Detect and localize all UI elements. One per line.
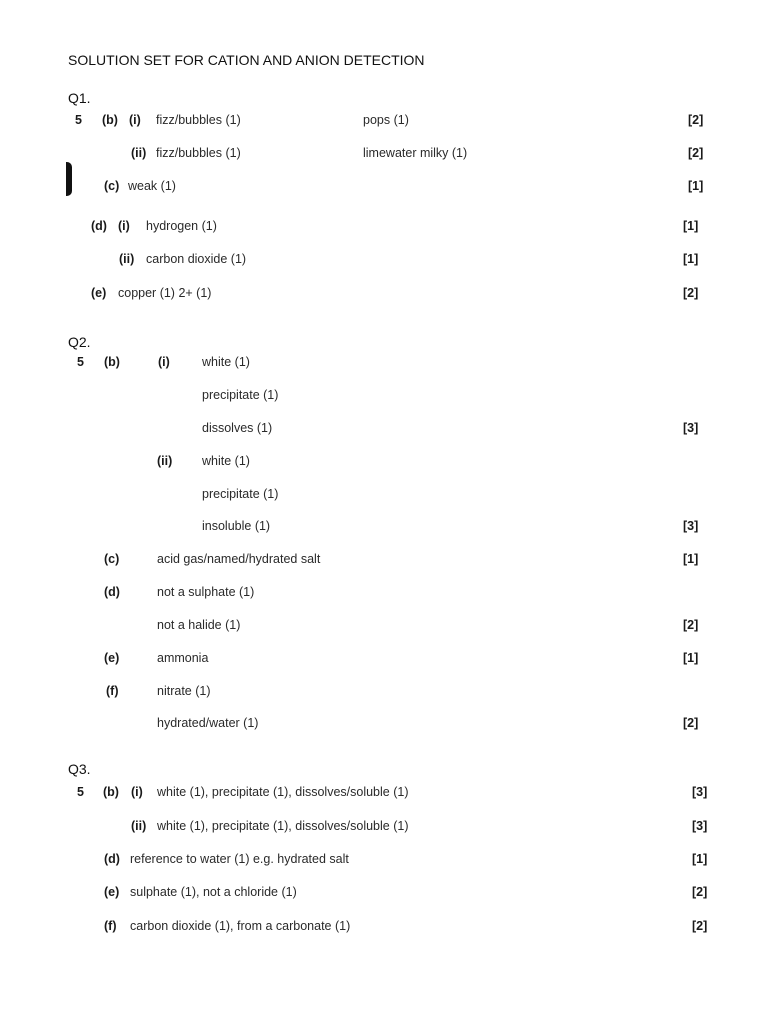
q2-row5-answer: precipitate (1) — [202, 487, 279, 501]
q1-row4-mark: [1] — [683, 219, 699, 233]
q1-row6-mark: [2] — [683, 286, 699, 300]
q1-row3-part: (c) — [104, 179, 120, 193]
q2-row7-part: (c) — [104, 552, 120, 566]
q3-row4-part: (e) — [104, 885, 120, 899]
q3-row3-mark: [1] — [692, 852, 708, 866]
q2-row7-mark: [1] — [683, 552, 699, 566]
q1-number: 5 — [75, 113, 82, 127]
q2-number: 5 — [77, 355, 84, 369]
q3-label: Q3. — [68, 761, 91, 777]
q1-row1-part: (b) — [102, 113, 118, 127]
q2-row11-answer: nitrate (1) — [157, 684, 211, 698]
q2-row10-answer: ammonia — [157, 651, 209, 665]
q2-label: Q2. — [68, 334, 91, 350]
q2-row12-answer: hydrated/water (1) — [157, 716, 259, 730]
q3-row1-answer: white (1), precipitate (1), dissolves/soluble (1) — [157, 785, 409, 799]
q2-row4-sub: (ii) — [157, 454, 173, 468]
q3-row3-answer: reference to water (1) e.g. hydrated salt — [130, 852, 349, 866]
q3-row2-mark: [3] — [692, 819, 708, 833]
q2-row10-mark: [1] — [683, 651, 699, 665]
q2-row8-answer: not a sulphate (1) — [157, 585, 255, 599]
q2-row4-answer: white (1) — [202, 454, 250, 468]
q2-row9-answer: not a halide (1) — [157, 618, 241, 632]
q1-row2-answer2: limewater milky (1) — [363, 146, 468, 160]
q3-row5-part: (f) — [104, 919, 117, 933]
q1-row1-mark: [2] — [688, 113, 704, 127]
page-title: SOLUTION SET FOR CATION AND ANION DETECTION — [68, 52, 425, 68]
q2-row9-mark: [2] — [683, 618, 699, 632]
q2-row1-answer: white (1) — [202, 355, 250, 369]
q3-row4-answer: sulphate (1), not a chloride (1) — [130, 885, 297, 899]
q1-row4-sub: (i) — [118, 219, 130, 233]
q2-row6-mark: [3] — [683, 519, 699, 533]
q2-row3-mark: [3] — [683, 421, 699, 435]
q3-row1-sub: (i) — [131, 785, 143, 799]
q1-row1-answer2: pops (1) — [363, 113, 409, 127]
q2-row7-answer: acid gas/named/hydrated salt — [157, 552, 321, 566]
q3-row5-answer: carbon dioxide (1), from a carbonate (1) — [130, 919, 351, 933]
q3-row3-part: (d) — [104, 852, 120, 866]
q3-number: 5 — [77, 785, 84, 799]
q3-row2-answer: white (1), precipitate (1), dissolves/soluble (1) — [157, 819, 409, 833]
q1-row4-part: (d) — [91, 219, 107, 233]
q3-row5-mark: [2] — [692, 919, 708, 933]
q1-row4-answer: hydrogen (1) — [146, 219, 217, 233]
q3-row4-mark: [2] — [692, 885, 708, 899]
q2-row2-answer: precipitate (1) — [202, 388, 279, 402]
q1-row5-sub: (ii) — [119, 252, 135, 266]
q1-row3-mark: [1] — [688, 179, 704, 193]
q3-row2-sub: (ii) — [131, 819, 147, 833]
q1-row1-answer: fizz/bubbles (1) — [156, 113, 241, 127]
q2-row6-answer: insoluble (1) — [202, 519, 271, 533]
scan-artifact-mark — [66, 162, 72, 196]
q1-row2-mark: [2] — [688, 146, 704, 160]
q2-row11-part: (f) — [106, 684, 119, 698]
q1-row5-answer: carbon dioxide (1) — [146, 252, 247, 266]
q1-row1-sub: (i) — [129, 113, 141, 127]
q3-row1-part: (b) — [103, 785, 119, 799]
q2-part-b: (b) — [104, 355, 120, 369]
q2-row8-part: (d) — [104, 585, 120, 599]
q2-row3-answer: dissolves (1) — [202, 421, 273, 435]
q1-row3-answer: weak (1) — [128, 179, 176, 193]
q2-row1-sub: (i) — [158, 355, 170, 369]
q1-row2-answer: fizz/bubbles (1) — [156, 146, 241, 160]
q1-row6-part: (e) — [91, 286, 107, 300]
q1-row2-sub: (ii) — [131, 146, 147, 160]
q2-row10-part: (e) — [104, 651, 120, 665]
q1-row5-mark: [1] — [683, 252, 699, 266]
q3-row1-mark: [3] — [692, 785, 708, 799]
q2-row12-mark: [2] — [683, 716, 699, 730]
q1-label: Q1. — [68, 90, 91, 106]
q1-row6-answer: copper (1) 2+ (1) — [118, 286, 212, 300]
